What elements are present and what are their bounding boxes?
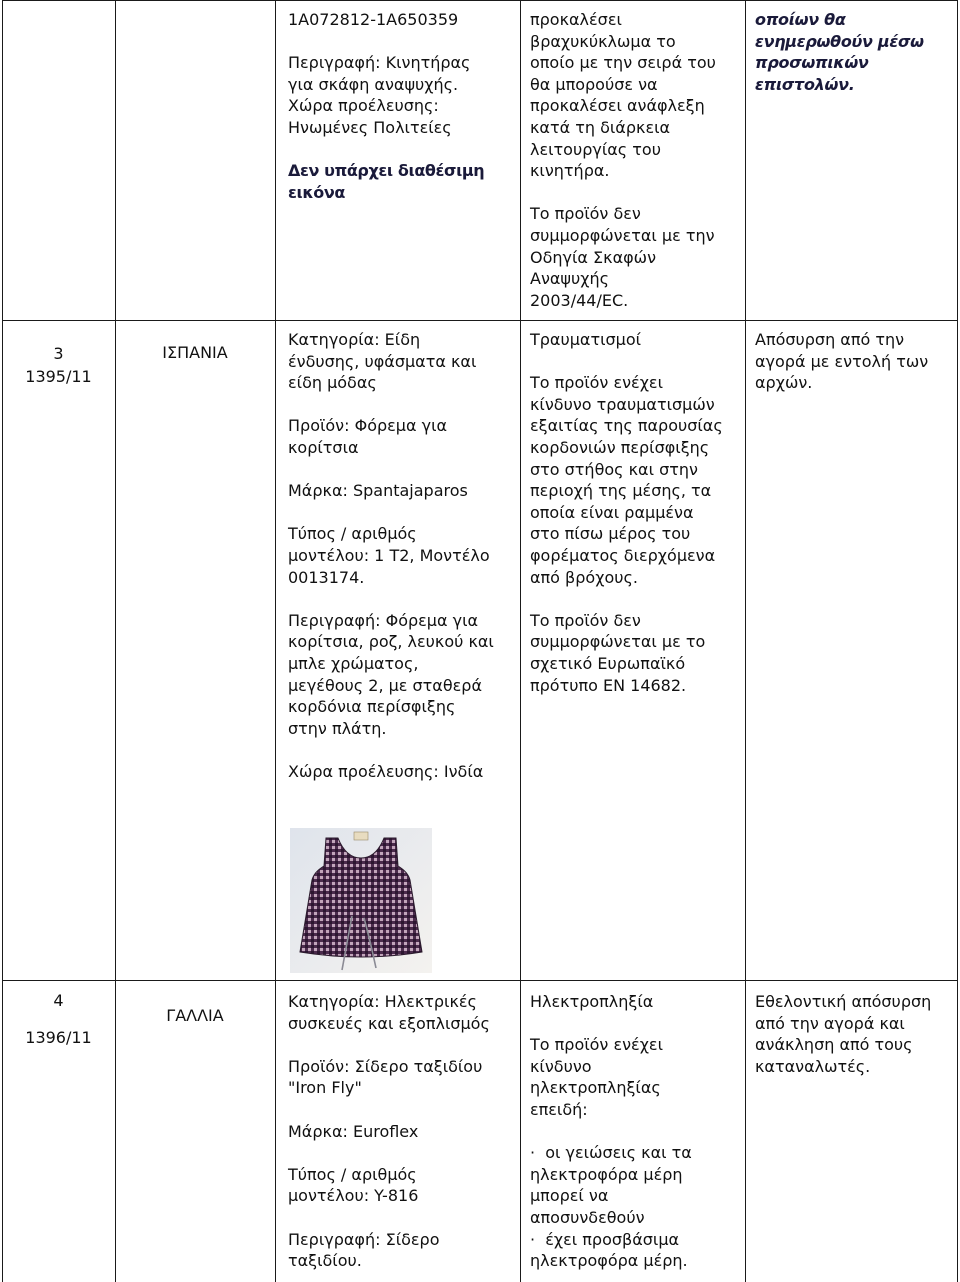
product-description: Περιγραφή: Φόρεμα για κορίτσια, ροζ, λευκού και μπλε χρώματος, μεγέθους 2, με σταθερά κορδόνια περίσφιξης στην πλάτη. [288, 610, 494, 738]
notification-reference: 1395/11 [25, 367, 92, 386]
product-brand: Μάρκα: Spantajaparos [288, 481, 468, 501]
risk-description: προκαλέσει βραχυκύκλωμα το οποίο με την σειρά του θα μπορούσε να προκαλέσει ανάφλεξη κατά τη διάρκεια λειτουργίας του κινητήρα. [530, 10, 716, 181]
dress-tag [354, 832, 368, 840]
product-photo [290, 828, 432, 973]
product-name: Προϊόν: Σίδερο ταξιδίου "Iron Fly" [288, 1056, 483, 1098]
risk-bullets: · οι γειώσεις και τα ηλεκτροφόρα μέρη μπορεί να αποσυνδεθούν · έχει προσβάσιμα ηλεκτροφόρα μέρη. [530, 1143, 692, 1271]
table-border-left [2, 0, 3, 1282]
product-origin: Χώρα προέλευσης: Ινδία [288, 761, 484, 781]
notification-number-cell [2, 990, 115, 1049]
no-image-notice: Δεν υπάρχει διαθέσιμη εικόνα [288, 161, 485, 202]
column-divider [745, 0, 746, 1282]
measures-text: Απόσυρση από την αγορά με εντολή των αρχών. [755, 330, 929, 393]
product-model: Τύπος / αριθμός μοντέλου: 1 T2, Μοντέλο 0013174. [288, 524, 490, 587]
measures-cell [755, 9, 955, 117]
row-divider [2, 320, 958, 321]
country-cell [115, 1005, 275, 1027]
column-divider [275, 0, 276, 1282]
table-border-right [957, 0, 958, 1282]
risk-cell [530, 9, 742, 333]
row-divider [2, 980, 958, 981]
row-divider [2, 0, 958, 1]
product-category: Κατηγορία: Ηλεκτρικές συσκευές και εξοπλισμός [288, 992, 490, 1033]
product-cell [288, 329, 518, 804]
product-model: Τύπος / αριθμός μοντέλου: Y-816 [288, 1164, 419, 1206]
measures-text: Εθελοντική απόσυρση από την αγορά και ανάκληση από τους καταναλωτές. [755, 992, 932, 1076]
risk-cell [530, 991, 742, 1282]
column-divider [520, 0, 521, 1282]
product-category: Κατηγορία: Είδη ένδυσης, υφάσματα και είδη μόδας [288, 330, 477, 393]
measures-cell [755, 991, 955, 1099]
product-cell [288, 991, 518, 1282]
product-description: Περιγραφή: Σίδερο ταξιδίου. [288, 1229, 440, 1271]
product-cell [288, 9, 518, 225]
risk-type: Ηλεκτροπληξία [530, 992, 654, 1011]
risk-description: Το προϊόν ενέχει κίνδυνο τραυματισμών εξαιτίας της παρουσίας κορδονιών περίσφιξης στο στήθος και στην περιοχή της μέσης, τα οποία είναι ραμμένα στο πίσω μέρος του φορέματος διερχόμενα από βρόχους. [530, 373, 723, 587]
risk-compliance: Το προϊόν δεν συμμορφώνεται με το σχετικό Ευρωπαϊκό πρότυπο EN 14682. [530, 610, 706, 695]
country-name: ΙΣΠΑΝΙΑ [162, 343, 228, 362]
column-divider [115, 0, 116, 1282]
measures-cell [755, 329, 955, 415]
risk-type: Τραυματισμοί [530, 330, 642, 349]
risk-cell [530, 329, 742, 718]
country-name: ΓΑΛΛΙΑ [166, 1006, 224, 1025]
notification-reference: 1396/11 [25, 1028, 92, 1047]
product-name: Προϊόν: Φόρεμα για κορίτσια [288, 416, 448, 457]
notification-number-cell [2, 342, 115, 388]
measures-text: οποίων θα ενημερωθούν μέσω προσωπικών επιστολών. [755, 10, 924, 94]
row-number: 4 [53, 991, 64, 1010]
dress-photo-svg [290, 828, 432, 973]
risk-compliance: Το προϊόν δεν συμμορφώνεται με την Οδηγία Σκαφών Αναψυχής 2003/44/EC. [530, 204, 715, 310]
product-description: Περιγραφή: Κινητήρας για σκάφη αναψυχής. Χώρα προέλευσης: Ηνωμένες Πολιτείες [288, 53, 471, 137]
product-reference: 1A072812-1A650359 [288, 10, 459, 29]
risk-description: Το προϊόν ενέχει κίνδυνο ηλεκτροπληξίας επειδή: [530, 1035, 663, 1119]
country-cell [115, 342, 275, 364]
row-number: 3 [53, 344, 64, 363]
product-brand: Μάρκα: Euroflex [288, 1121, 419, 1141]
